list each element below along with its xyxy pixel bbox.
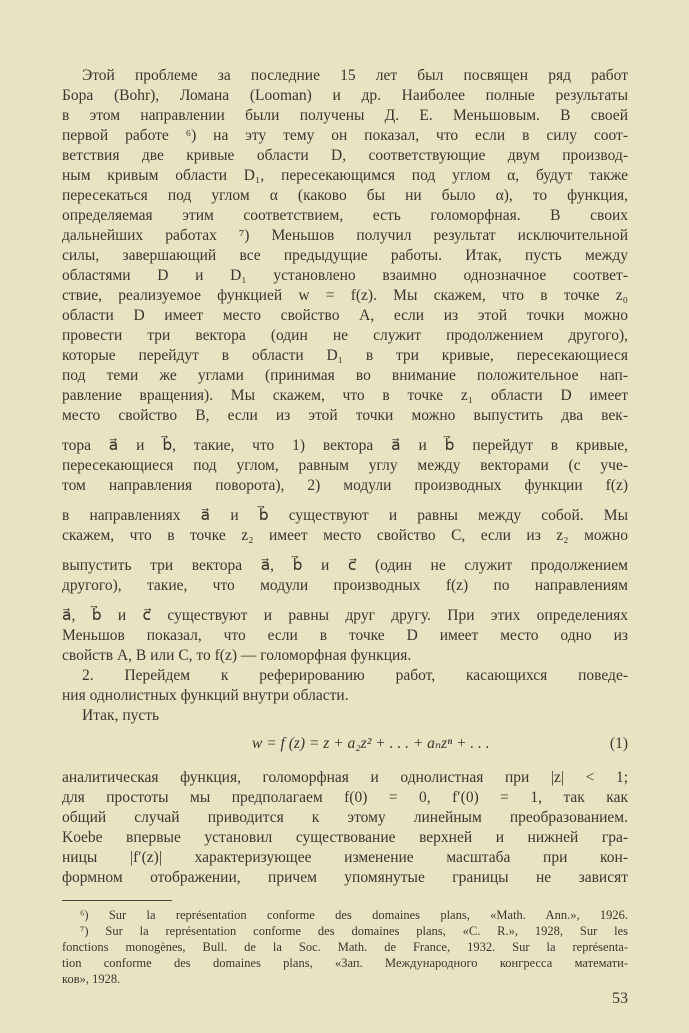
body-line: для простоты мы предполагаем f(0) = 0, f′(0) = 1, так как <box>62 789 628 806</box>
body-line: скажем, что в точке z₂ имеет место свойство C, если из z₂ можно <box>62 527 628 544</box>
body-line: общий случай приводится к этому линейным преобразованием. <box>62 809 628 826</box>
body-line: Этой проблеме за последние 15 лет был посвящен ряд работ <box>82 67 628 84</box>
body-line: ствие, реализуемое функцией w = f(z). Мы скажем, что в точке z₀ <box>62 287 628 304</box>
body-line: ния однолистных функций внутри области. <box>62 687 349 704</box>
body-line: Итак, пусть <box>82 707 160 724</box>
body-line: первой работе ⁶) на эту тему он показал, что если в силу соот- <box>62 127 628 144</box>
footnote-6: ⁶) Sur la représentation conforme des domaines plans, «Math. Ann.», 1926. <box>80 908 628 922</box>
body-line: областями D и D₁ установлено взаимно однозначное соответ- <box>62 267 628 284</box>
body-line: свойств A, B или C, то f(z) — голоморфная функция. <box>62 647 412 664</box>
body-line: Koebe впервые установил существование верхней и нижней гра- <box>62 829 628 846</box>
body-line: a⃗, b⃗ и c⃗ существуют и равны друг другу. При этих определениях <box>62 607 628 624</box>
footnote-line: ков», 1928. <box>62 972 121 986</box>
body-line: силы, завершающий все предыдущие работы. Итак, пусть между <box>62 247 628 264</box>
body-line: формном отображении, причем упомянутые границы не зависят <box>62 869 628 886</box>
body-line: выпустить три вектора a⃗, b⃗ и c⃗ (один не служит продолжением <box>62 557 628 574</box>
body-line: в направлениях a⃗ и b⃗ существуют и равны между собой. Мы <box>62 507 628 524</box>
body-line: место свойство B, если из этой точки можно выпустить два век- <box>62 407 628 424</box>
footnote-divider <box>62 900 172 901</box>
body-line: которые перейдут в области D₁ в три кривые, пересекающиеся <box>62 347 628 364</box>
body-line: пересекаться под углом α (каково бы ни было α), то функция, <box>62 187 628 204</box>
body-line: ницы |f′(z)| характеризующее изменение масштаба при кон- <box>62 849 628 866</box>
body-line: ветствия две кривые области D, соответствующие двум производ- <box>62 147 628 164</box>
body-line: пересекающиеся под углом, равным углу между векторами (с уче- <box>62 457 628 474</box>
equation-expression: w = f (z) = z + a₂z² + . . . + aₙzⁿ + . . . <box>252 735 490 752</box>
footnote-line: tion conforme des domaines plans, «Зап. Международного конгресса математи- <box>62 956 628 970</box>
equation-number: (1) <box>609 735 628 752</box>
section-2-start: 2. Перейдем к реферированию работ, касающихся поведе- <box>82 667 628 684</box>
body-line: Бора (Bohr), Ломана (Looman) и др. Наиболее полные результаты <box>62 87 628 104</box>
body-line: другого), такие, что модули производных f(z) по направлениям <box>62 577 628 594</box>
body-line: провести три вектора (один не служит продолжением другого), <box>62 327 628 344</box>
body-line: тора a⃗ и b⃗, такие, что 1) вектора a⃗ и b⃗ перейдут в кривые, <box>62 437 628 454</box>
page-number: 53 <box>612 990 628 1007</box>
body-line: в этом направлении были получены Д. Е. Меньшовым. В своей <box>62 107 628 124</box>
footnote-7: ⁷) Sur la représentation conforme des domaines plans, «C. R.», 1928, Sur les <box>80 924 628 938</box>
body-line: ным кривым области D₁, пересекающимся под углом α, будут также <box>62 167 628 184</box>
equation-1 <box>62 734 628 754</box>
body-line: области D имеет место свойство A, если из этой точки можно <box>62 307 628 324</box>
footnote-line: fonctions monogènes, Bull. de la Soc. Math. de France, 1932. Sur la représenta- <box>62 940 628 954</box>
body-line: дальнейших работах ⁷) Меньшов получил результат исключительной <box>62 227 628 244</box>
body-line: равление вращения). Мы скажем, что в точке z₁ области D имеет <box>62 387 628 404</box>
page-text <box>62 66 628 987</box>
body-line: Меньшов показал, что если в точке D имеет место одно из <box>62 627 628 644</box>
body-line: определяемая этим соответствием, есть голоморфная. В своих <box>62 207 628 224</box>
body-line: том направления поворота), 2) модули производных функции f(z) <box>62 477 628 494</box>
body-line: под теми же углами (принимая во внимание положительное нап- <box>62 367 628 384</box>
body-line: аналитическая функция, голоморфная и однолистная при |z| < 1; <box>62 769 628 786</box>
